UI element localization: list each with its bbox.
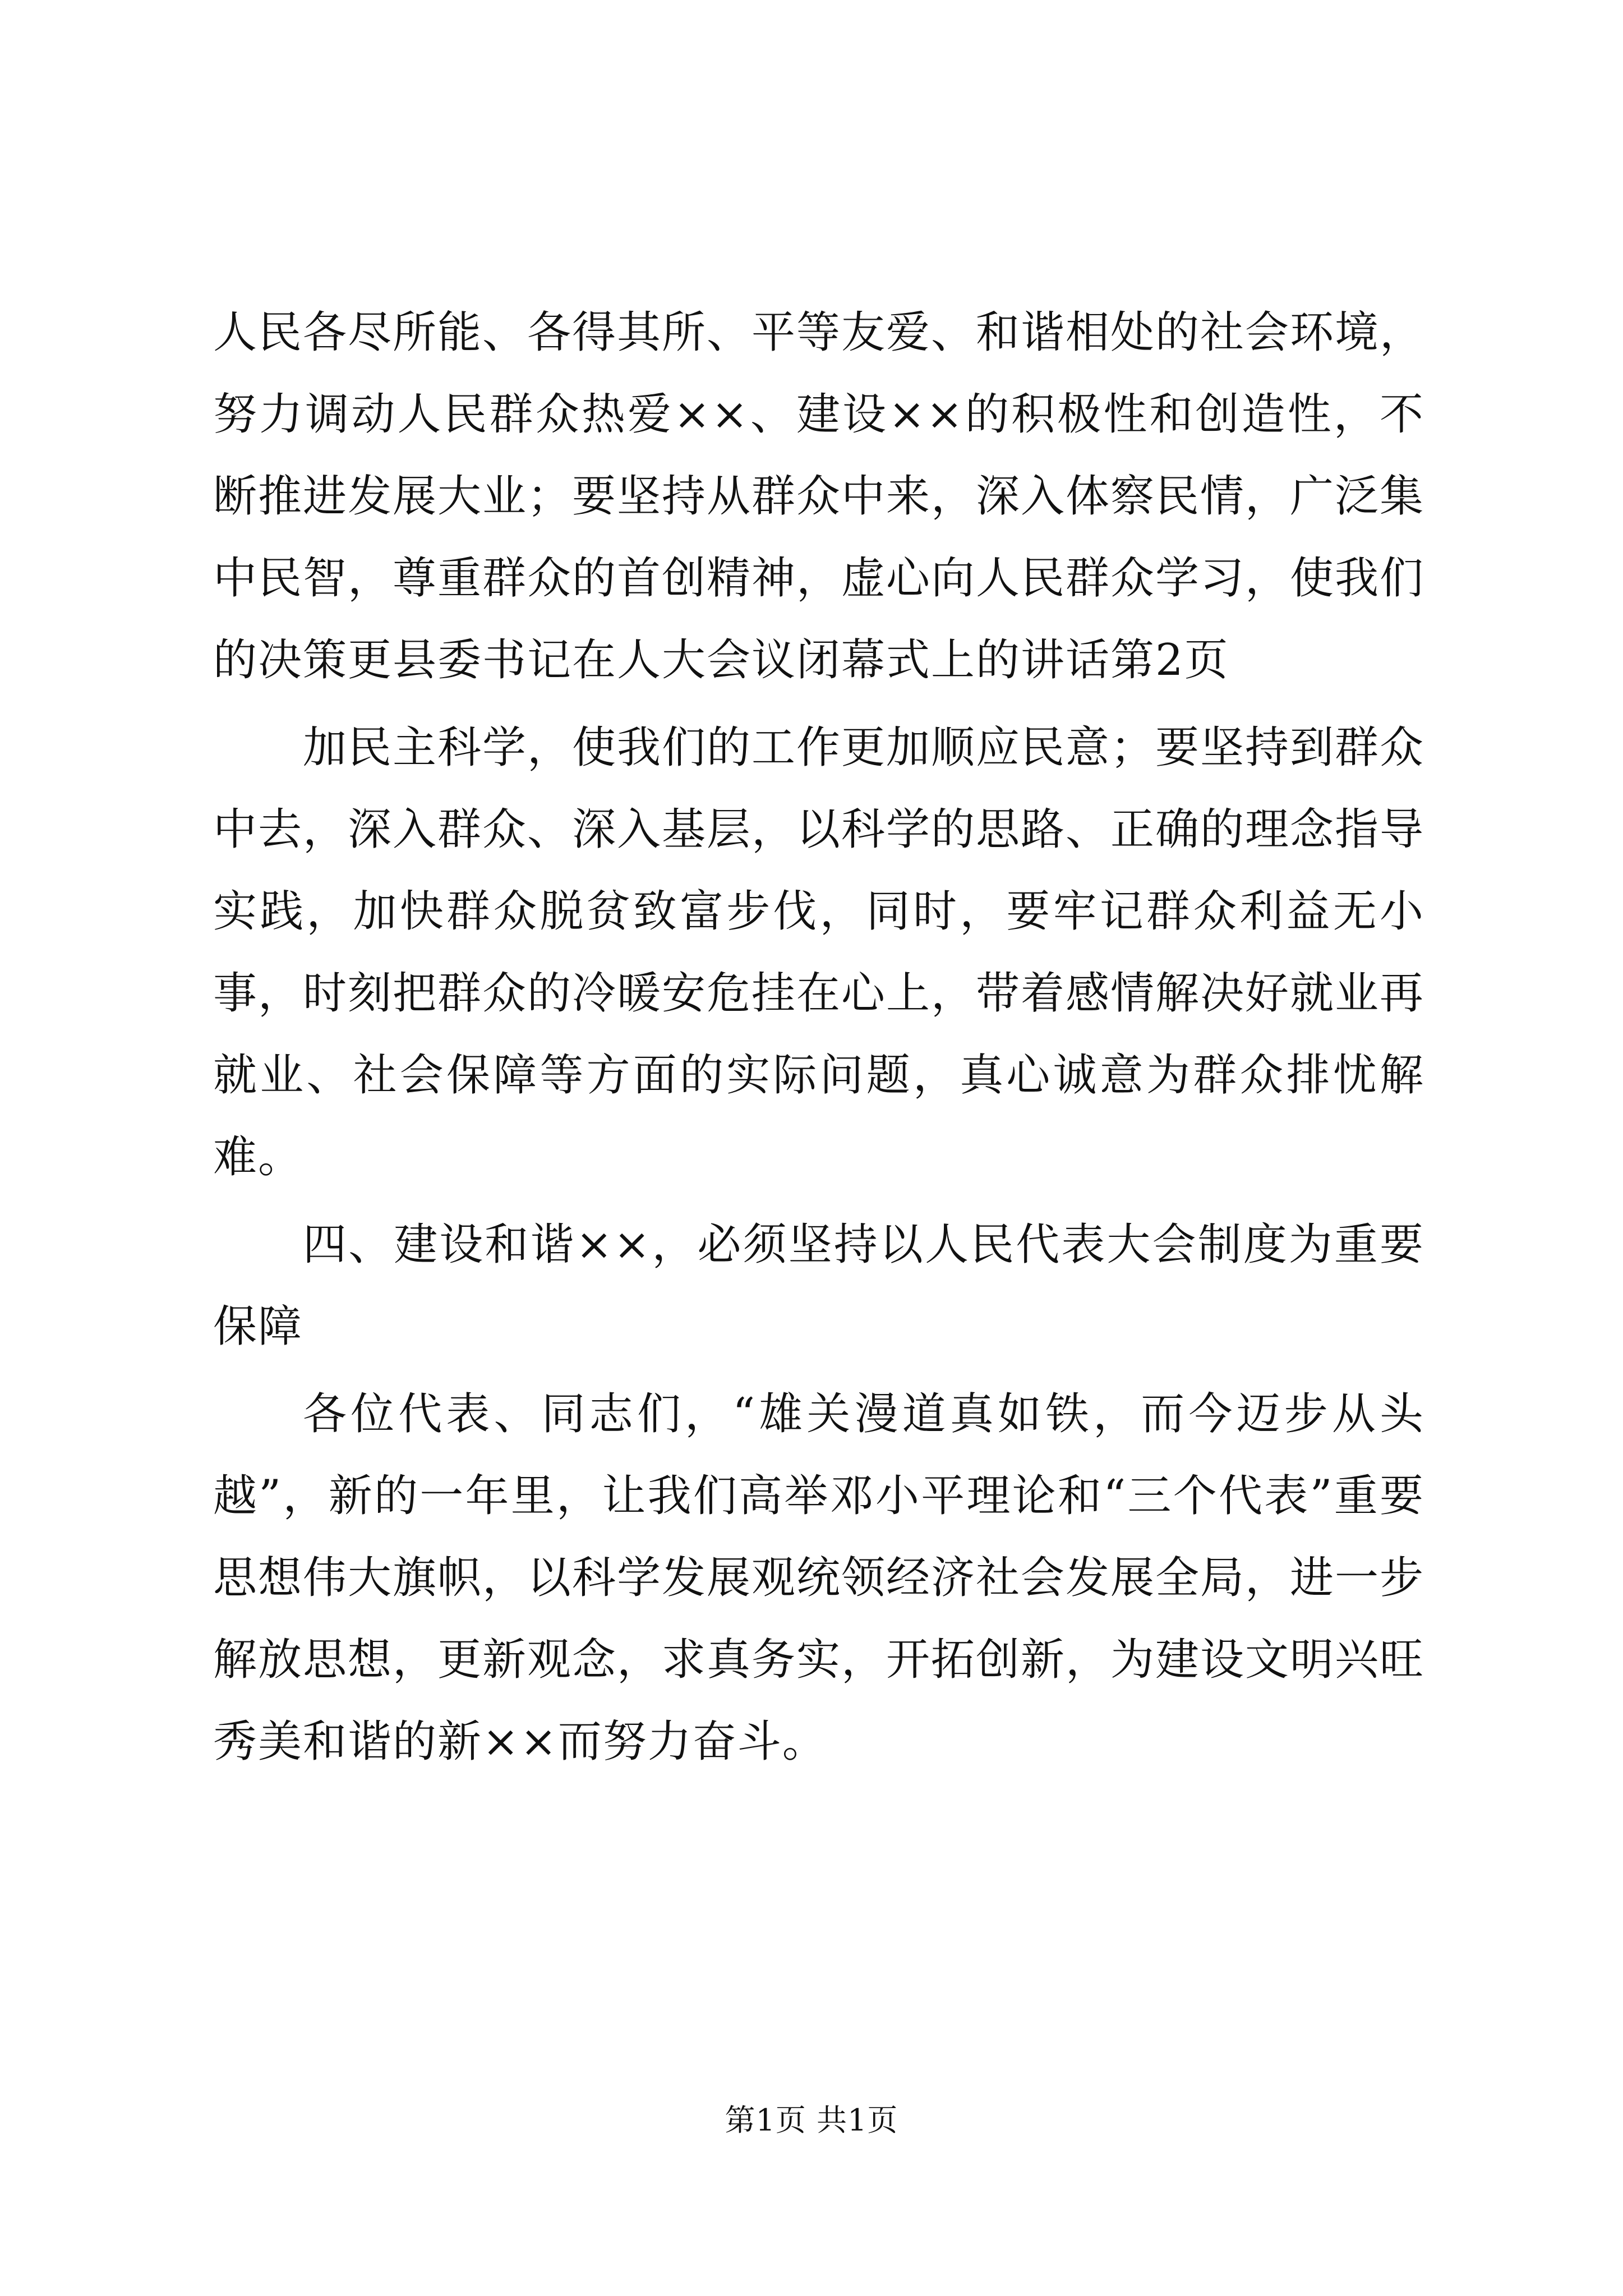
paragraph-3: 各位代表、同志们，“雄关漫道真如铁，而今迈步从头越”，新的一年里，让我们高举邓小平理论和“三个代表”重要思想伟大旗帜，以科学发展观统领经济社会发展全局，进一步解放思想，更新观念，求真务实，开拓创新，为建设文明兴旺秀美和谐的新××而努力奋斗。 <box>213 1389 1425 1767</box>
paragraph-1: 人民各尽所能、各得其所、平等友爱、和谐相处的社会环境，努力调动人民群众热爱××、建设××的积极性和创造性，不断推进发展大业；要坚持从群众中来，深入体察民情，广泛集中民智，尊重群众的首创精神，虚心向人民群众学习，使我们的决策更县委书记在人大会议闭幕式上的讲话第2页 <box>213 307 1425 685</box>
document-body <box>213 292 1424 1783</box>
section-heading-4: 四、建设和谐××，必须坚持以人民代表大会制度为重要保障 <box>213 1220 1424 1352</box>
page-number-footer: 第1页 共1页 <box>725 2102 898 2138</box>
paragraph-2: 加民主科学，使我们的工作更加顺应民意；要坚持到群众中去，深入群众、深入基层，以科学的思路、正确的理念指导实践，加快群众脱贫致富步伐，同时，要牢记群众利益无小事，时刻把群众的冷暖安危挂在心上，带着感情解决好就业再就业、社会保障等方面的实际问题，真心诚意为群众排忧解难。 <box>213 723 1425 1182</box>
